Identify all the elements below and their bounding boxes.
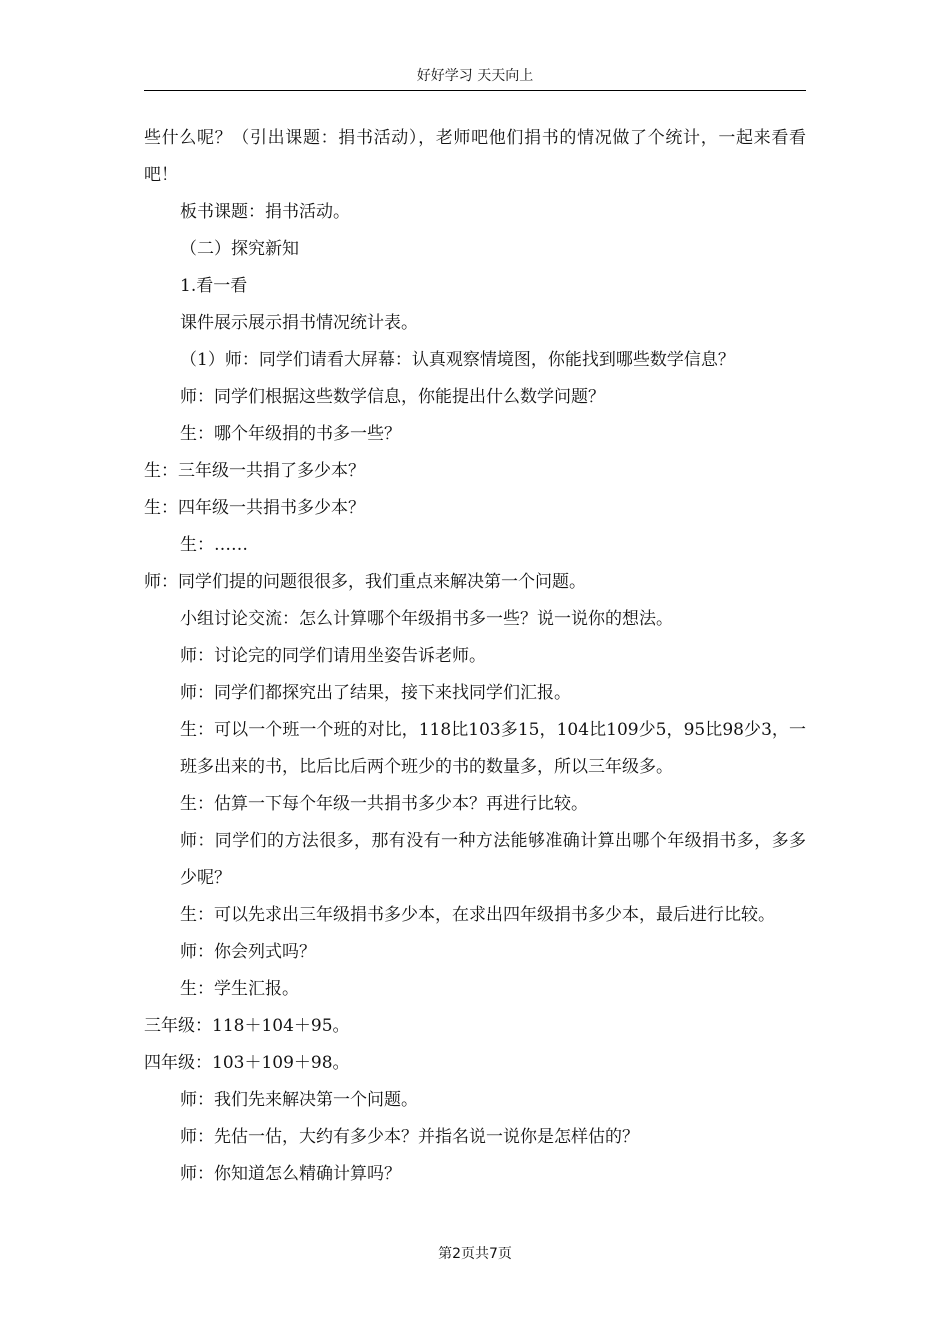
equation-line: 四年级：103＋109＋98。 xyxy=(144,1053,350,1073)
paragraph: 师：我们先来解决第一个问题。 xyxy=(180,1090,418,1110)
equation-line: 三年级：118＋104＋95。 xyxy=(144,1016,350,1036)
paragraph: 课件展示展示捐书情况统计表。 xyxy=(180,313,418,333)
paragraph: 生：哪个年级捐的书多一些？ xyxy=(180,424,401,444)
paragraph: 生：学生汇报。 xyxy=(180,979,299,999)
paragraph: 生：估算一下每个年级一共捐书多少本？再进行比较。 xyxy=(180,794,588,814)
paragraph: 师：同学们根据这些数学信息，你能提出什么数学问题？ xyxy=(180,387,605,407)
paragraph: （1）师：同学们请看大屏幕：认真观察情境图，你能找到哪些数学信息？ xyxy=(180,350,735,370)
paragraph: 师：讨论完的同学们请用坐姿告诉老师。 xyxy=(180,646,486,666)
subsection-heading: 1.看一看 xyxy=(180,276,248,296)
paragraph: 小组讨论交流：怎么计算哪个年级捐书多一些？说一说你的想法。 xyxy=(180,609,673,629)
paragraph: 师：先估一估，大约有多少本？并指名说一说你是怎样估的？ xyxy=(180,1127,639,1147)
page-number: 第2页共7页 xyxy=(438,1246,512,1262)
paragraph: 板书课题：捐书活动。 xyxy=(180,202,350,222)
page-header xyxy=(144,66,806,91)
document-body xyxy=(144,120,806,1193)
paragraph: 师：同学们都探究出了结果，接下来找同学们汇报。 xyxy=(180,683,571,703)
paragraph: 生：可以先求出三年级捐书多少本，在求出四年级捐书多少本，最后进行比较。 xyxy=(180,905,775,925)
section-heading: （二）探究新知 xyxy=(180,239,299,259)
paragraph: 师：你会列式吗？ xyxy=(180,942,316,962)
header-title: 好好学习 天天向上 xyxy=(416,68,534,84)
paragraph: 生：…… xyxy=(180,535,248,555)
paragraph: 师：同学们提的问题很很多，我们重点来解决第一个问题。 xyxy=(144,572,586,592)
paragraph: 师：同学们的方法很多，那有没有一种方法能够准确计算出哪个年级捐书多，多多少呢？ xyxy=(180,831,806,888)
paragraph: 生：四年级一共捐书多少本？ xyxy=(144,498,365,518)
page-footer xyxy=(0,1244,950,1264)
paragraph: 师：你知道怎么精确计算吗？ xyxy=(180,1164,401,1184)
paragraph: 生：三年级一共捐了多少本？ xyxy=(144,461,365,481)
paragraph: 生：可以一个班一个班的对比，118比103多15，104比109少5，95比98少3，一班多出来的书，比后比后两个班少的书的数量多，所以三年级多。 xyxy=(180,720,806,777)
paragraph: 些什么呢？（引出课题：捐书活动），老师吧他们捐书的情况做了个统计，一起来看看吧！ xyxy=(144,128,806,185)
